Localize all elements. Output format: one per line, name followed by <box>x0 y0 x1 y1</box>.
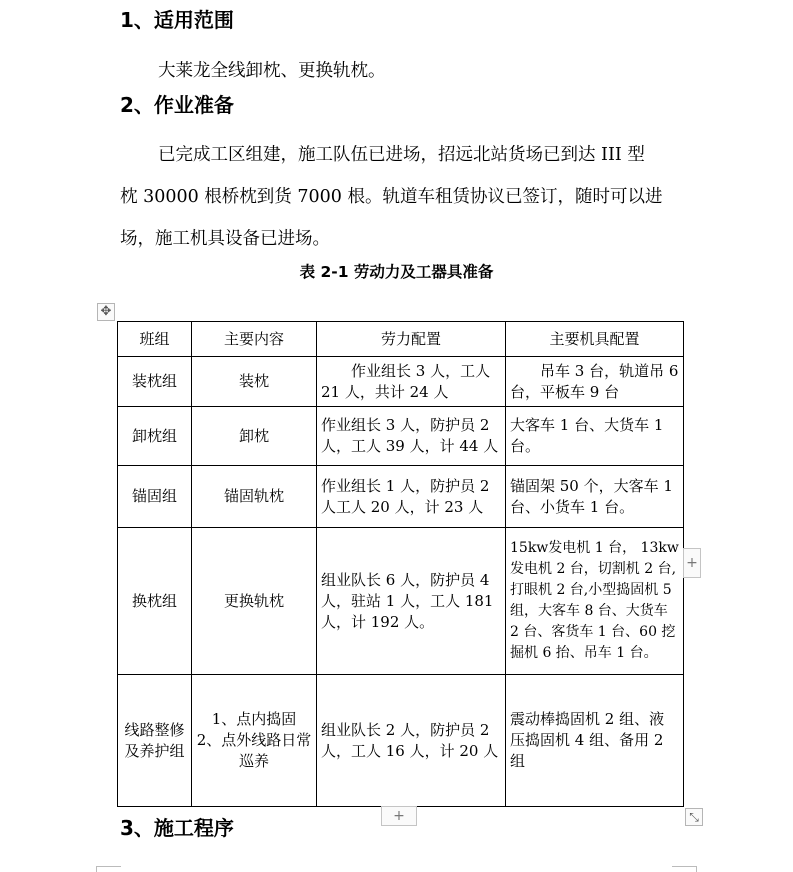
table-caption: 表 2-1 劳动力及工器具准备 <box>299 263 494 281</box>
labor-cell: 组业队长 6 人，防护员 4 人，驻站 1 人，工人 181 人，计 192 人。 <box>317 528 506 675</box>
section-2-body <box>120 134 678 260</box>
add-column-plus-icon[interactable]: + <box>683 548 701 578</box>
header-cell: 主要机具配置 <box>506 322 684 357</box>
content-cell: 装枕 <box>192 357 317 407</box>
paragraph-line: 场，施工机具设备已进场。 <box>120 229 330 249</box>
table-row <box>118 675 684 807</box>
labor-cell: 作业组长 3 人，工人 21 人，共计 24 人 <box>317 357 506 407</box>
equipment-cell: 大客车 1 台、大货车 1 台。 <box>506 407 684 466</box>
labor-cell: 作业组长 3 人，防护员 2 人，工人 39 人，计 44 人 <box>317 407 506 466</box>
equipment-cell: 震动棒捣固机 2 组、液压捣固机 4 组、备用 2 组 <box>506 675 684 807</box>
group-cell: 线路整修及养护组 <box>118 675 192 807</box>
table-row <box>118 466 684 528</box>
table-row <box>118 357 684 407</box>
move-icon[interactable]: ✥ <box>97 303 115 321</box>
table-row <box>118 407 684 466</box>
section-1-body <box>120 50 678 92</box>
group-cell: 换枕组 <box>118 528 192 675</box>
content-line: 2、点外线路日常巡养 <box>196 731 312 770</box>
content-cell: 更换轨枕 <box>192 528 317 675</box>
content-cell: 锚固轨枕 <box>192 466 317 528</box>
page-margin-mark <box>672 866 697 872</box>
labor-cell: 作业组长 1 人，防护员 2 人工人 20 人，计 23 人 <box>317 466 506 528</box>
section-3-heading: 3、施工程序 <box>120 816 234 840</box>
section-2-heading: 2、作业准备 <box>120 93 234 117</box>
group-cell: 装枕组 <box>118 357 192 407</box>
content-cell <box>192 675 317 807</box>
resize-icon[interactable]: ⤡ <box>685 808 703 826</box>
labor-equipment-table <box>117 321 684 807</box>
content-cell: 卸枕 <box>192 407 317 466</box>
group-cell: 卸枕组 <box>118 407 192 466</box>
section-1-heading: 1、适用范围 <box>120 8 234 32</box>
group-cell: 锚固组 <box>118 466 192 528</box>
labor-cell: 组业队长 2 人，防护员 2 人，工人 16 人，计 20 人 <box>317 675 506 807</box>
header-cell: 劳力配置 <box>317 322 506 357</box>
equipment-cell: 锚固架 50 个，大客车 1 台、小货车 1 台。 <box>506 466 684 528</box>
paragraph-line: 枕 30000 根桥枕到货 7000 根。轨道车租赁协议已签订，随时可以进 <box>120 187 663 207</box>
content-line: 1、点内捣固 <box>211 710 297 728</box>
paragraph-line: 大莱龙全线卸枕、更换轨枕。 <box>158 61 386 81</box>
header-cell: 主要内容 <box>192 322 317 357</box>
equipment-cell: 15kw发电机 1 台， 13kw 发电机 2 台，切割机 2 台,打眼机 2 台,小型捣固机 5组，大客车 8 台、大货车 2 台、客货车 1 台、60 挖掘机 6 抬、吊车 1 台。 <box>506 528 684 675</box>
page-margin-mark <box>96 866 121 872</box>
table-header-row <box>118 322 684 357</box>
table-row <box>118 528 684 675</box>
add-row-plus-icon[interactable]: + <box>381 806 417 826</box>
paragraph-line: 已完成工区组建，施工队伍已进场，招远北站货场已到达 III 型 <box>158 145 645 165</box>
equipment-cell: 吊车 3 台，轨道吊 6 台，平板车 9 台 <box>506 357 684 407</box>
header-cell: 班组 <box>118 322 192 357</box>
